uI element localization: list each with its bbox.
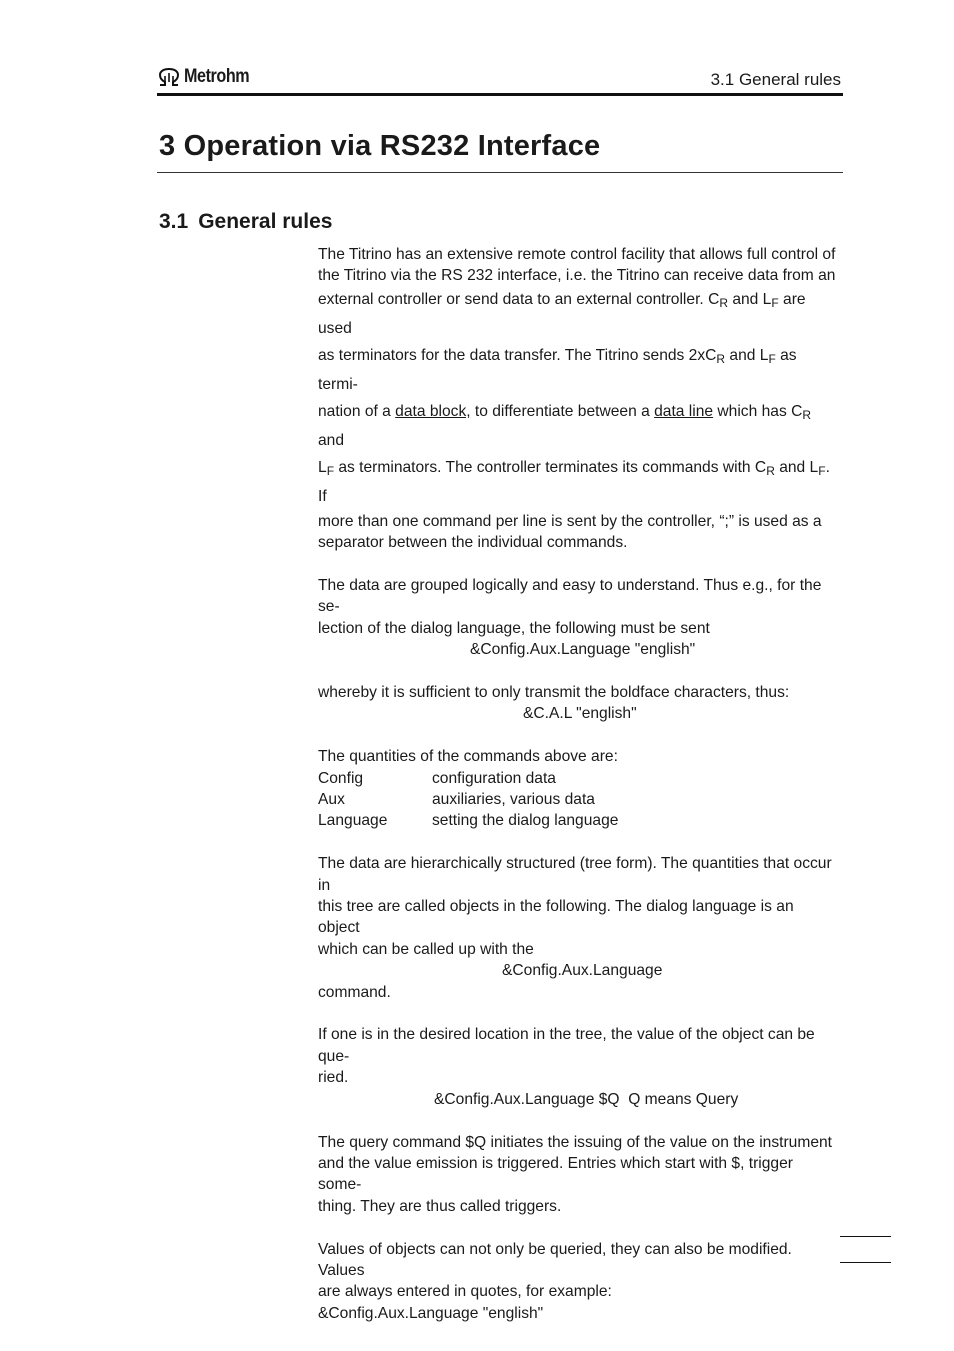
- data-line-term: data line: [654, 402, 714, 420]
- section-number: 3.1: [159, 210, 189, 233]
- definition-row: Language setting the dialog language: [318, 812, 619, 830]
- text-line: The quantities of the commands above are:: [318, 748, 618, 766]
- body-text: [318, 244, 838, 1324]
- text-line: separator between the individual commands.: [318, 534, 628, 552]
- text-line: external controller or send data to an external controller. $C_R$ and $L_F$ are used: [318, 290, 806, 338]
- text-line: The Titrino has an extensive remote control facility that allows full control of: [318, 246, 836, 263]
- chapter-divider: [157, 172, 843, 173]
- section-heading: [159, 210, 332, 234]
- text-line: thing. They are thus called triggers.: [318, 1197, 562, 1215]
- text-line: ried.: [318, 1069, 349, 1087]
- definition-row: Config configuration data: [318, 769, 556, 787]
- metrohm-logo: [157, 66, 261, 88]
- chapter-title: 3 Operation via RS232 Interface: [159, 130, 601, 162]
- text-line: which can be called up with the: [318, 940, 534, 958]
- page-header: [157, 62, 843, 92]
- text-line: the Titrino via the RS 232 interface, i.e. the Titrino can receive data from an: [318, 267, 836, 285]
- text-line: nation of a data block, to differentiate between a data line which has $C_R$ and: [318, 402, 812, 450]
- command-example: &Config.Aux.Language "english": [470, 641, 696, 659]
- text-line: and the value emission is triggered. Entries which start with $, trigger some-: [318, 1154, 793, 1194]
- text-line: The data are hierarchically structured (tree form). The quantities that occur in: [318, 855, 832, 894]
- text-line: as terminators for the data transfer. The Titrino sends $2xC_R$ and $L_F$ as termi-: [318, 346, 797, 394]
- paragraph-intro: [318, 244, 838, 554]
- definition-row: Aux auxiliaries, various data: [318, 791, 595, 809]
- header-section-label: 3.1 General rules: [710, 70, 841, 89]
- logo-text: Metrohm: [184, 66, 250, 87]
- text-line: lection of the dialog language, the following must be sent: [318, 619, 710, 637]
- text-line: are always entered in quotes, for example:: [318, 1283, 612, 1301]
- command-example: &C.A.L "english": [523, 705, 637, 723]
- text-line: The query command $Q initiates the issuing of the value on the instrument: [318, 1133, 833, 1151]
- command-example: &Config.Aux.Language: [502, 962, 663, 980]
- command-example: &Config.Aux.Language "english": [318, 1304, 544, 1322]
- text-line: If one is in the desired location in the tree, the value of the object can be que-: [318, 1026, 815, 1065]
- section-title: General rules: [198, 210, 333, 233]
- text-line: $L_F$ as terminators. The controller terminates its commands with $C_R$ and $L_F$. If: [318, 458, 830, 506]
- text-line: more than one command per line is sent by the controller, “;” is used as a: [318, 512, 822, 530]
- text-line: command.: [318, 983, 391, 1001]
- page-number-rule-bottom: [840, 1262, 891, 1263]
- text-line: The data are grouped logically and easy to understand. Thus e.g., for the se-: [318, 577, 822, 616]
- text-line: Values of objects can not only be queried, they can also be modified. Values: [318, 1240, 792, 1279]
- page-number-rule-top: [840, 1236, 891, 1237]
- text-line: this tree are called objects in the following. The dialog language is an object: [318, 898, 794, 937]
- header-divider: [157, 93, 843, 96]
- data-block-term: data block,: [395, 402, 471, 420]
- omega-icon: [157, 67, 181, 87]
- command-example: &Config.Aux.Language $Q Q means Query: [434, 1090, 739, 1108]
- text-line: whereby it is sufficient to only transmit the boldface characters, thus:: [318, 684, 790, 702]
